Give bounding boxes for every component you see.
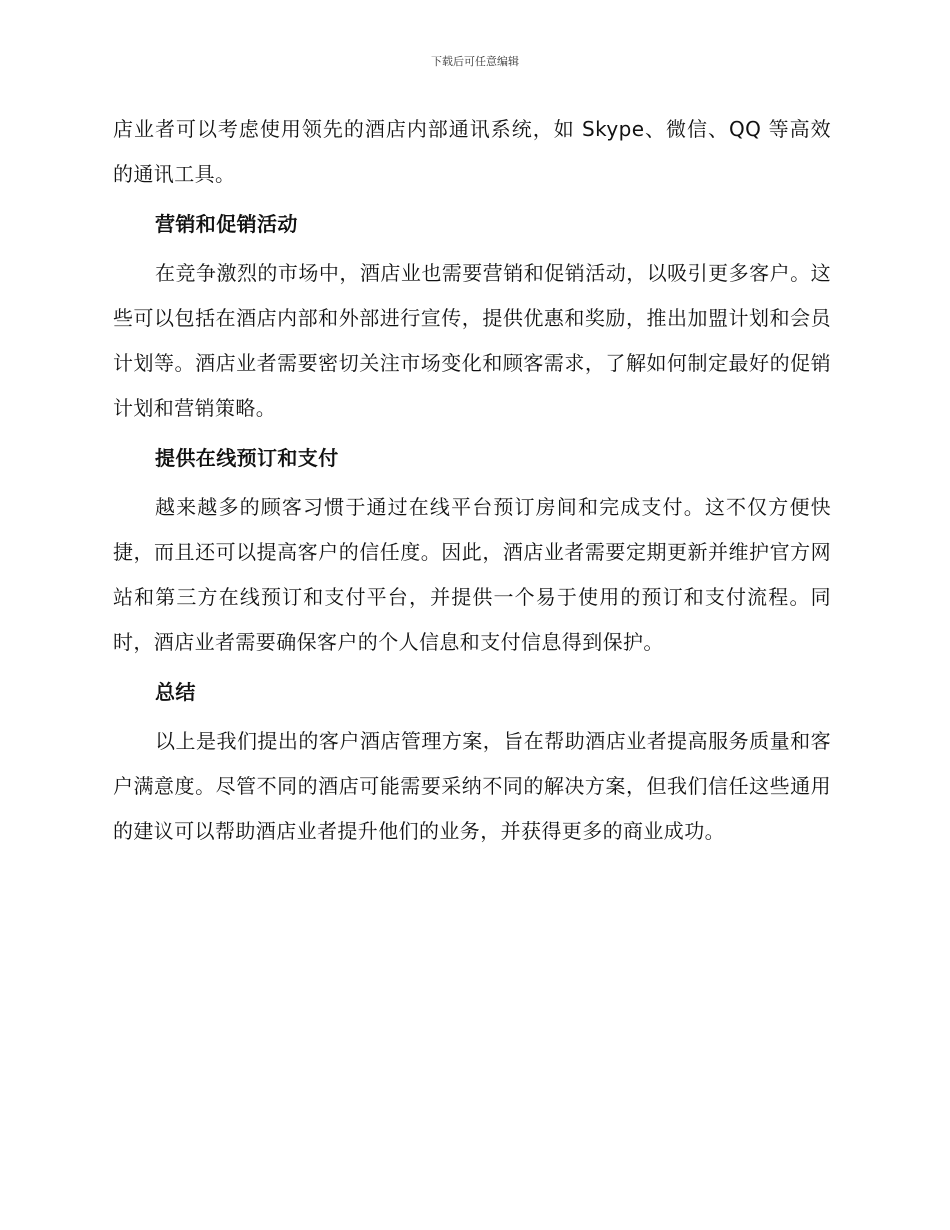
section-heading-marketing: 营销和促销活动: [155, 212, 298, 236]
header-note: 下载后可任意编辑: [431, 55, 519, 68]
section-heading-online-booking: 提供在线预订和支付: [155, 446, 339, 470]
intro-paragraph: 店业者可以考虑使用领先的酒店内部通讯系统，如 Skype、微信、QQ 等高效的通讯工具。: [113, 117, 831, 186]
section-heading-summary: 总结: [155, 680, 196, 704]
document-body: [113, 107, 831, 854]
section-paragraph-online-booking: 越来越多的顾客习惯于通过在线平台预订房间和完成支付。这不仅方便快捷，而且还可以提高客户的信任度。因此，酒店业者需要定期更新并维护官方网站和第三方在线预订和支付平台，并提供一个易于使用的预订和支付流程。同时，酒店业者需要确保客户的个人信息和支付信息得到保护。: [113, 495, 831, 654]
section-paragraph-marketing: 在竞争激烈的市场中，酒店业也需要营销和促销活动，以吸引更多客户。这些可以包括在酒店内部和外部进行宣传，提供优惠和奖励，推出加盟计划和会员计划等。酒店业者需要密切关注市场变化和顾客需求，了解如何制定最好的促销计划和营销策略。: [113, 261, 831, 420]
section-paragraph-summary: 以上是我们提出的客户酒店管理方案，旨在帮助酒店业者提高服务质量和客户满意度。尽管不同的酒店可能需要采纳不同的解决方案，但我们信任这些通用的建议可以帮助酒店业者提升他们的业务，并获得更多的商业成功。: [113, 729, 831, 843]
